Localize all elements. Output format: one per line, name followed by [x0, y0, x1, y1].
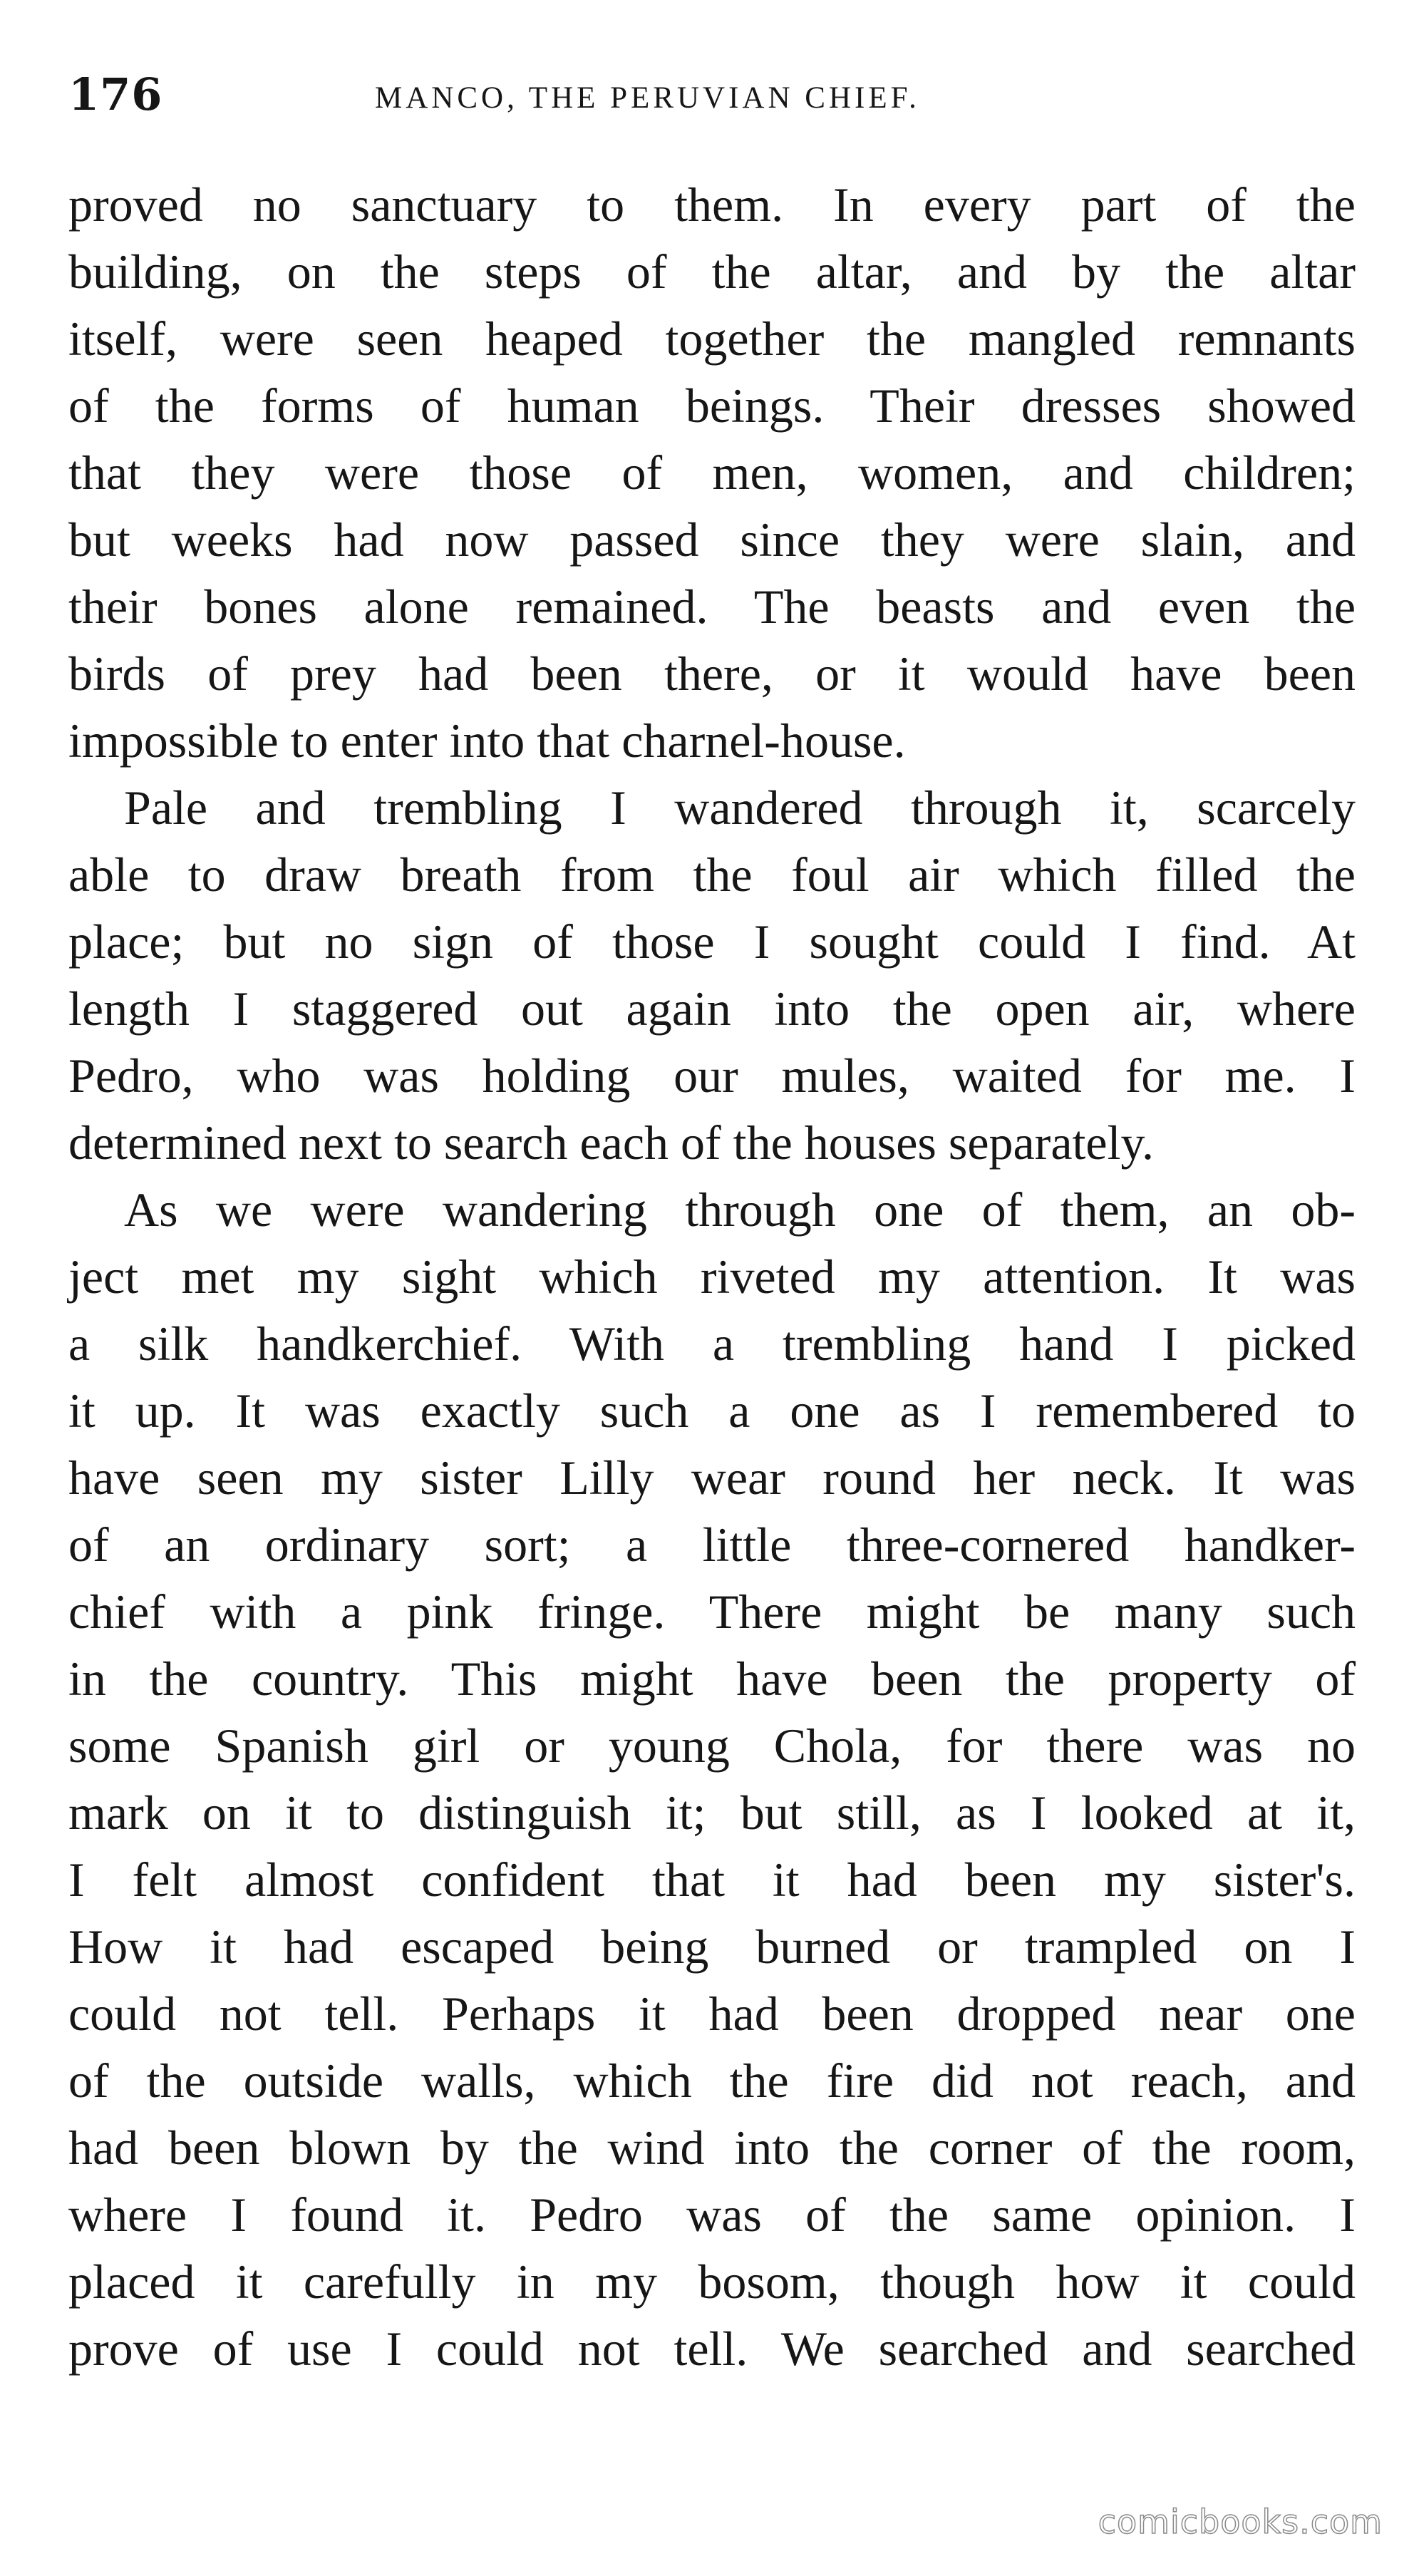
- text-line: where I found it. Pedro was of the same opinion. I: [68, 2188, 1356, 2242]
- text-line: of an ordinary sort; a little three-cornered handker-: [68, 1518, 1356, 1572]
- text-line: prove of use I could not tell. We searched and searched: [68, 2322, 1356, 2376]
- text-line: Pale and trembling I wandered through it, scarcely: [124, 780, 1356, 835]
- text-line: impossible to enter into that charnel-house.: [68, 713, 906, 768]
- text-line: have seen my sister Lilly wear round her neck. It was: [68, 1451, 1356, 1505]
- page-number: 176: [68, 68, 163, 120]
- paragraph: [68, 774, 1356, 1176]
- text-line: able to draw breath from the foul air which filled the: [68, 847, 1356, 902]
- body-text: [68, 171, 1356, 2382]
- text-line: could not tell. Perhaps it had been dropped near one: [68, 1987, 1356, 2041]
- text-line: it up. It was exactly such a one as I remembered to: [68, 1384, 1356, 1438]
- text-line: Pedro, who was holding our mules, waited for me. I: [68, 1049, 1356, 1103]
- text-line: As we were wandering through one of them, an ob-: [124, 1183, 1356, 1237]
- text-line: their bones alone remained. The beasts and even the: [68, 579, 1356, 634]
- running-head: MANCO, THE PERUVIAN CHIEF.: [375, 81, 920, 115]
- text-line: building, on the steps of the altar, and by the altar: [68, 244, 1356, 299]
- text-line: mark on it to distinguish it; but still, as I looked at it,: [68, 1786, 1356, 1840]
- text-line: How it had escaped being burned or trampled on I: [68, 1920, 1356, 1974]
- text-line: place; but no sign of those I sought could I find. At: [68, 915, 1356, 969]
- paragraph: [68, 171, 1356, 774]
- text-line: length I staggered out again into the open air, where: [68, 982, 1356, 1036]
- text-line: of the forms of human beings. Their dresses showed: [68, 378, 1356, 433]
- text-line: ject met my sight which riveted my attention. It was: [68, 1250, 1356, 1304]
- text-line: birds of prey had been there, or it would have been: [68, 646, 1356, 701]
- text-line: I felt almost confident that it had been my sister's.: [68, 1853, 1356, 1907]
- text-line: but weeks had now passed since they were slain, and: [68, 512, 1356, 567]
- text-line: proved no sanctuary to them. In every part of the: [68, 177, 1356, 232]
- page-header: [68, 63, 1358, 127]
- text-line: placed it carefully in my bosom, though how it could: [68, 2255, 1356, 2309]
- text-line: chief with a pink fringe. There might be many such: [68, 1585, 1356, 1639]
- text-line: of the outside walls, which the fire did not reach, and: [68, 2054, 1356, 2108]
- paragraph: [68, 1176, 1356, 2382]
- text-line: that they were those of men, women, and children;: [68, 445, 1356, 500]
- text-line: some Spanish girl or young Chola, for there was no: [68, 1719, 1356, 1773]
- text-line: in the country. This might have been the property of: [68, 1652, 1356, 1706]
- text-line: had been blown by the wind into the corner of the room,: [68, 2121, 1356, 2175]
- text-line: itself, were seen heaped together the mangled remnants: [68, 311, 1356, 366]
- text-line: a silk handkerchief. With a trembling hand I picked: [68, 1317, 1356, 1371]
- text-line: determined next to search each of the houses separately.: [68, 1116, 1155, 1170]
- watermark: comicbooks.com: [1098, 2503, 1383, 2541]
